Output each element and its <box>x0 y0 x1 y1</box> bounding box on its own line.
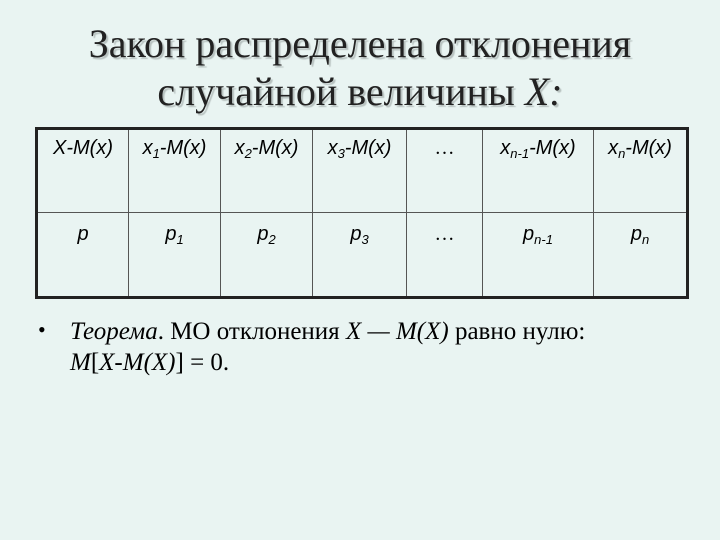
cell-header-p: p <box>37 213 129 298</box>
cell-header-deviation: X-M(x) <box>37 129 129 213</box>
distribution-table <box>35 127 689 299</box>
deviation-expression: X — M(X) <box>345 318 449 345</box>
title-variable: X: <box>524 69 563 114</box>
theorem-bullet <box>38 316 678 378</box>
expectation-argument: X-M(X) <box>99 349 176 376</box>
cell-x2: $x_2-M(x)$ <box>221 129 313 213</box>
cell-ellipsis-x: … <box>407 129 483 213</box>
cell-pn: $p_n$ <box>594 213 688 298</box>
expectation-m: M <box>70 349 91 376</box>
theorem-text: Теорема. МО отклонения X — M(X) равно нулю: M[X-M(X)] = 0. <box>70 318 586 376</box>
bullet-marker: • <box>38 317 46 342</box>
table-row-probability <box>37 213 688 298</box>
cell-x1: $x_1-M(x)$ <box>129 129 221 213</box>
cell-ellipsis-p: … <box>407 213 483 298</box>
title-line-2 <box>0 68 720 116</box>
table-row-deviation <box>37 129 688 213</box>
cell-p3: $p_3$ <box>313 213 407 298</box>
cell-p1: $p_1$ <box>129 213 221 298</box>
title-line-1: Закон распределена отклонения <box>88 21 632 66</box>
slide-title <box>0 20 720 116</box>
cell-p2: $p_2$ <box>221 213 313 298</box>
cell-xn-1: $x_{n-1}-M(x)$ <box>483 129 594 213</box>
cell-pn-1: $p_{n-1}$ <box>483 213 594 298</box>
theorem-label: Теорема <box>70 318 158 345</box>
title-line-2-text: случайной величины <box>157 69 525 114</box>
cell-xn: $x_n-M(x)$ <box>594 129 688 213</box>
cell-x3: $x_3-M(x)$ <box>313 129 407 213</box>
